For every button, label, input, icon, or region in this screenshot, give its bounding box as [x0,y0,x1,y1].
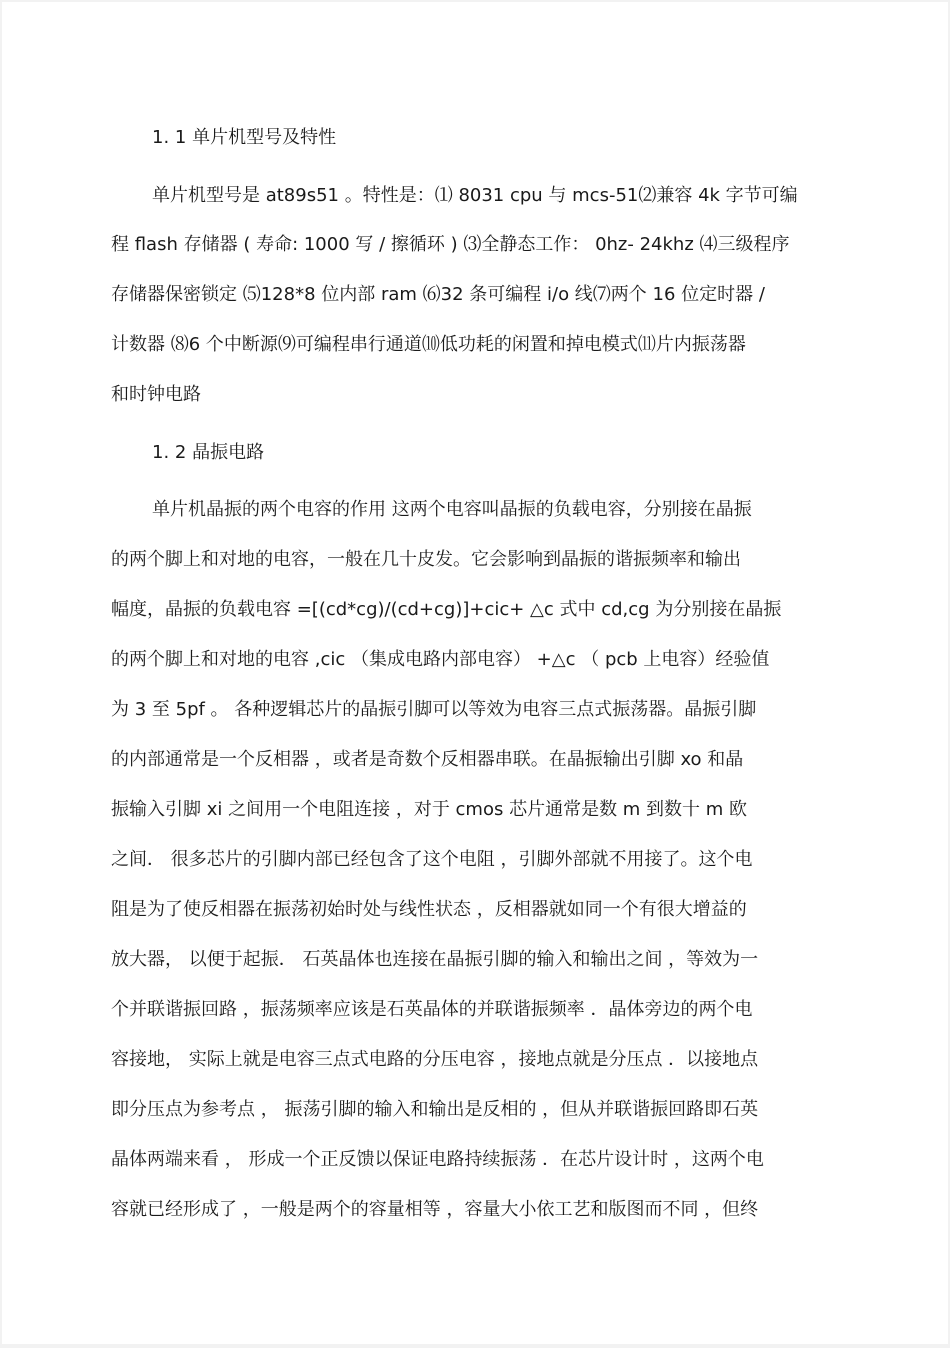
paragraph-line: 的内部通常是一个反相器 ，或者是奇数个反相器串联。在晶振输出引脚 xo 和晶 [111,749,744,770]
paragraph-line: 程 flash 存储器 ( 寿命: 1000 写 / 擦循环 ) ⑶全静态工作： 0hz- 24khz ⑷三级程序 [111,234,790,255]
section-heading: 1. 2 晶振电路 [152,442,265,463]
paragraph-line: 单片机型号是 at89s51 。特性是：⑴ 8031 cpu 与 mcs-51⑵兼容 4k 字节可编 [152,185,798,206]
paragraph-line: 之间． 很多芯片的引脚内部已经包含了这个电阻 ，引脚外部就不用接了。这个电 [111,849,753,870]
paragraph-line: 幅度，晶振的负载电容 =[(cd*cg)/(cd+cg)]+cic+ △c 式中 cd,cg 为分别接在晶振 [111,599,782,620]
paragraph-line: 个并联谐振回路 ，振荡频率应该是石英晶体的并联谐振频率 ．晶体旁边的两个电 [111,999,753,1020]
paragraph-line: 的两个脚上和对地的电容 ,cic （集成电路内部电容） +△c （ pcb 上电容）经验值 [111,649,770,670]
paragraph-line: 为 3 至 5pf 。 各种逻辑芯片的晶振引脚可以等效为电容三点式振荡器。晶振引脚 [111,699,757,720]
paragraph-line: 单片机晶振的两个电容的作用 这两个电容叫晶振的负载电容，分别接在晶振 [152,499,752,520]
paragraph-line: 振输入引脚 xi 之间用一个电阻连接 ，对于 cmos 芯片通常是数 m 到数十 m 欧 [111,799,748,820]
paragraph-line: 阻是为了使反相器在振荡初始时处与线性状态 ，反相器就如同一个有很大增益的 [111,899,747,920]
document-page [2,2,948,1344]
paragraph-line: 放大器， 以便于起振． 石英晶体也连接在晶振引脚的输入和输出之间 ，等效为一 [111,949,759,970]
paragraph-line: 晶体两端来看 ， 形成一个正反馈以保证电路持续振荡 ．在芯片设计时 ，这两个电 [111,1149,764,1170]
paragraph-line: 计数器 ⑻6 个中断源⑼可编程串行通道⑽低功耗的闲置和掉电模式⑾片内振荡器 [111,334,746,355]
paragraph-line: 和时钟电路 [111,384,201,405]
paragraph-line: 即分压点为参考点 ， 振荡引脚的输入和输出是反相的 ，但从并联谐振回路即石英 [111,1099,759,1120]
paragraph-line: 容就已经形成了 ，一般是两个的容量相等 ，容量大小依工艺和版图而不同 ，但终 [111,1199,759,1220]
section-heading: 1. 1 单片机型号及特性 [152,127,337,148]
paragraph-line: 存储器保密锁定 ⑸128*8 位内部 ram ⑹32 条可编程 i/o 线⑺两个 16 位定时器 / [111,284,765,305]
paragraph-line: 容接地， 实际上就是电容三点式电路的分压电容 ，接地点就是分压点 ．以接地点 [111,1049,759,1070]
paragraph-line: 的两个脚上和对地的电容，一般在几十皮发。它会影响到晶振的谐振频率和输出 [111,549,741,570]
